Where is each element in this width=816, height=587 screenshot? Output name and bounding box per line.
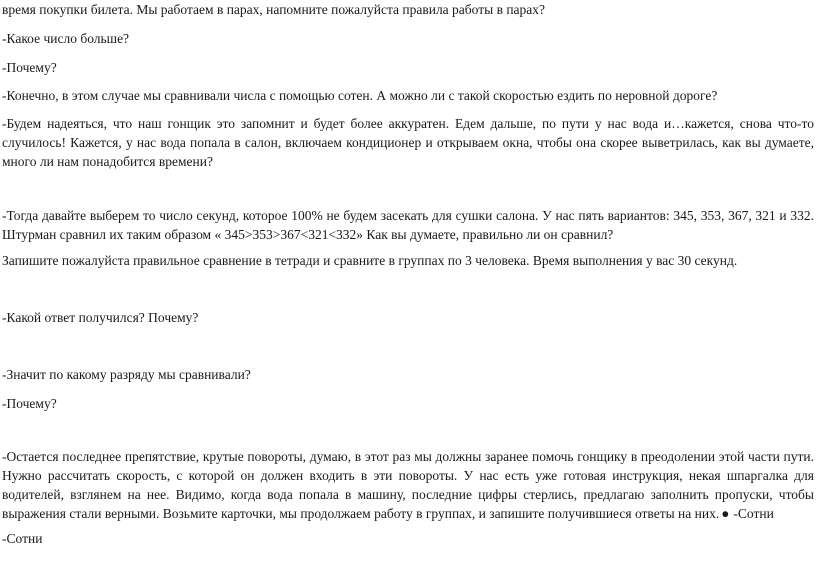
bullet-icon: ● <box>721 506 730 521</box>
paragraph-choose-seconds: -Тогда давайте выберем то число секунд, которое 100% не будем засекать для сушки салона. У нас пять вариантов: 345, 353, 367, 321 и 332. Штурман сравнил их таким образом « 345>353>367<321<332» Как вы думаете, правильно ли он сравнил? <box>2 208 814 242</box>
question-which-number-bigger: -Какое число больше? <box>2 31 130 46</box>
answer-hundreds-inline: -Сотни <box>733 506 774 521</box>
paragraph-compared-by-hundreds: -Конечно, в этом случае мы сравнивали числа с помощью сотен. А можно ли с такой скоростью ездить по неровной дороге? <box>2 88 718 103</box>
question-what-answer: -Какой ответ получился? Почему? <box>2 310 199 325</box>
paragraph-intro: время покупки билета. Мы работаем в парах, напомните пожалуйста правила работы в парах? <box>2 2 546 17</box>
question-why: -Почему? <box>2 60 57 75</box>
paragraph-last-obstacle-text: -Остается последнее препятствие, крутые повороты, думаю, в этот раз мы должны заранее помочь гонщику в преодолении этой части пути. Нужно рассчитать скорость, с которой он должен входить в эти повороты. У нас есть уже готовая инструкция, некая шпаргалка для водителей, взглянем на нее. Видимо, когда вода попала в машину, последние цифры стерлись, предлагаю заполнить пропуски, чтобы выражения стали верными. Возьмите карточки, мы продолжаем работу в группах, и запишите получившиеся ответы на них. <box>2 449 814 521</box>
question-which-digit-place: -Значит по какому разряду мы сравнивали? <box>2 367 251 382</box>
answer-hundreds: -Сотни <box>2 531 43 546</box>
paragraph-last-obstacle <box>2 447 814 523</box>
paragraph-write-comparison: Запишите пожалуйста правильное сравнение в тетради и сравните в группах по 3 человека. Время выполнения у вас 30 секунд. <box>2 253 738 268</box>
question-why-2: -Почему? <box>2 396 57 411</box>
paragraph-water-in-cabin: -Будем надеяться, что наш гонщик это запомнит и будет более аккуратен. Едем дальше, по пути у нас вода и…кажется, снова что-то случилось! Кажется, у нас вода попала в салон, включаем кондиционер и открываем окна, чтобы она скорее выветрилась, как вы думаете, много ли нам понадобится времени? <box>2 116 814 169</box>
